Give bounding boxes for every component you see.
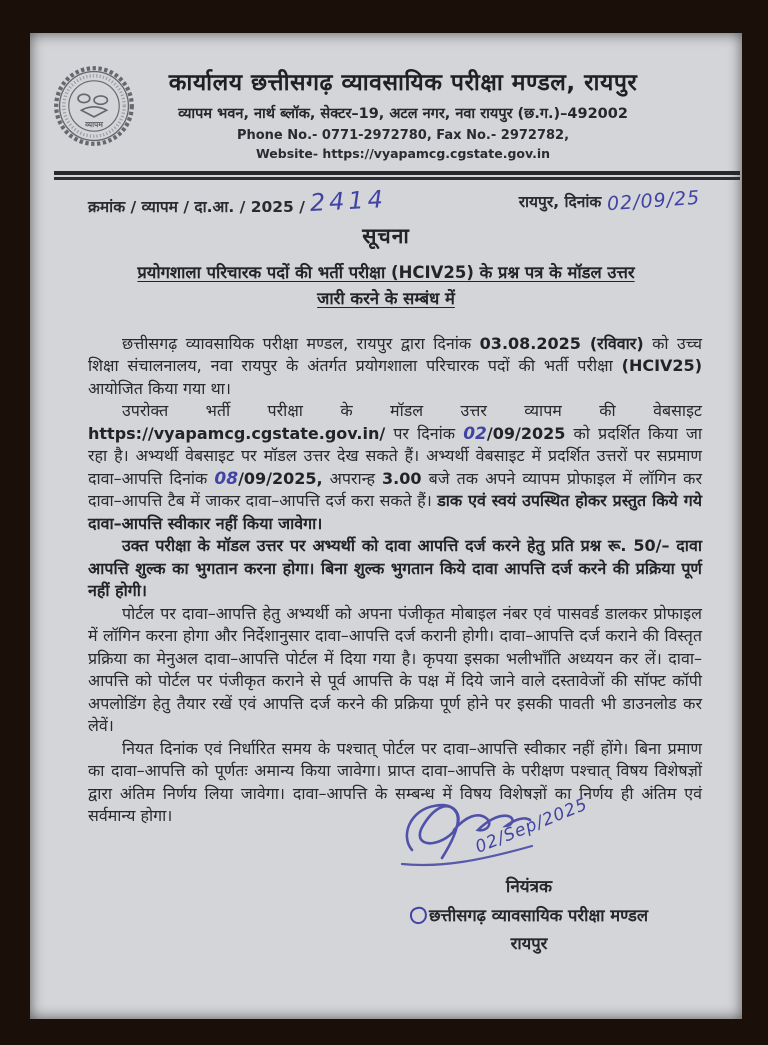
letterhead-text xyxy=(136,59,716,161)
subject-line xyxy=(30,260,742,313)
para2-display-date: /09/2025 xyxy=(486,423,566,443)
para2-text3: को प्रदर्शित किया जा रहा है। अभ्यर्थी वेबसाइट पर मॉडल उत्तर देख सकते हैं। अभ्यर्थी वेबसाइट में प्रदर्शित उत्तरों पर सप्रमाण दावा–आपत्ति दिनांक xyxy=(88,423,702,488)
reference-number-handwritten: 2414 xyxy=(309,185,388,218)
para1-text3: आयोजित किया गया था। xyxy=(88,378,231,398)
para1-text2: को उच्च शिक्षा संचालनालय, नवा रायपुर के अंतर्गत प्रयोगशाला परिचारक पदों की भर्ती परीक्षा xyxy=(88,333,702,376)
paragraph-5: नियत दिनांक एवं निर्धारित समय के पश्चात् पोर्टल पर दावा–आपत्ति स्वीकार नहीं होंगे। बिना प्रमाण का दावा–आपत्ति को पूर्णतः अमान्य किया जावेगा। प्राप्त दावा–आपत्ति के परीक्षण पश्चात् विषय विशेषज्ञों द्वारा अंतिम निर्णय लिया जावेगा। दावा–आपत्ति के सम्बन्ध में विषय विशेषज्ञों का निर्णय ही अंतिम एवं सर्वमान्य होगा। xyxy=(88,738,702,826)
notice-title: सूचना xyxy=(362,224,410,248)
reference-row xyxy=(30,180,742,218)
paragraph-3 xyxy=(88,535,702,603)
paragraph-4: पोर्टल पर दावा–आपत्ति हेतु अभ्यर्थी को अपना पंजीकृत मोबाइल नंबर एवं पासवर्ड डालकर प्रोफाइल में लॉगिन करना होगा और निर्देशानुसार दावा–आपत्ति दर्ज करानी होगी। दावा–आपत्ति दर्ज कराने की विस्तृत प्रक्रिया का मेनुअल दावा–आपत्ति पोर्टल में दिया गया है। कृपया इसका भलीभाँति अध्ययन कर लें। दावा–आपत्ति को पोर्टल पर पंजीकृत कराने से पूर्व आपत्ति के पक्ष में दिये जाने वाले दस्तावेजों की सॉफ्ट कॉपी अपलोडिंग हेतु तैयार रखें एवं आपत्ति दर्ज करने की प्रक्रिया पूर्ण होने पर इसकी पावती भी डाउनलोड कर लेवें। xyxy=(88,603,702,736)
vyapam-seal-logo xyxy=(52,61,136,151)
pen-circle-mark-icon xyxy=(408,905,428,925)
signatory-place: रायपुर xyxy=(510,933,548,953)
date-handwritten: 02/09/25 xyxy=(605,186,701,216)
para2-text2: पर दिनांक xyxy=(385,423,464,443)
para2-website-url: https://vyapamcg.cgstate.gov.in/ xyxy=(88,423,386,443)
para1-exam-date: 03.08.2025 (रविवार) xyxy=(479,333,644,353)
reference-number xyxy=(88,185,388,218)
org-phone-fax: Phone No.- 0771-2972780, Fax No.- 2972782, xyxy=(236,128,570,143)
subject-line-2: जारी करने के सम्बंध में xyxy=(317,289,455,309)
org-address: व्यापम भवन, नार्थ ब्लॉक, सेक्टर–19, अटल नगर, नवा रायपुर (छ.ग.)–492002 xyxy=(178,106,628,122)
reference-number-printed: क्रमांक / व्यापम / दा.आ. / 2025 / xyxy=(88,198,305,216)
signatory-organization-text: छत्तीसगढ़ व्यावसायिक परीक्षा मण्डल xyxy=(428,905,649,925)
paragraph-1 xyxy=(88,333,702,401)
para2-handwritten-day-1: 02 xyxy=(463,423,487,444)
para1-text: छत्तीसगढ़ व्यावसायिक परीक्षा मण्डल, रायपुर द्वारा दिनांक xyxy=(122,333,480,353)
subject-line-1: प्रयोगशाला परिचारक पदों की भर्ती परीक्षा (HCIV25) के प्रश्न पत्र के मॉडल उत्तर xyxy=(137,263,635,282)
paragraph-2 xyxy=(88,400,702,535)
signature-date-handwritten: 02/Sep/2025 xyxy=(472,794,591,858)
para2-objection-date: /09/2025, xyxy=(238,468,323,488)
notice-body xyxy=(88,333,702,828)
signatory-organization xyxy=(364,903,694,926)
para2-handwritten-day-2: 08 xyxy=(214,468,239,489)
place-date-printed: रायपुर, दिनांक xyxy=(518,193,602,211)
signature-block xyxy=(364,794,694,954)
para2-text: उपरोक्त भर्ती परीक्षा के मॉडल उत्तर व्यापम की वेबसाइट xyxy=(122,401,702,421)
para3-fee-notice: उक्त परीक्षा के मॉडल उत्तर पर अभ्यर्थी को दावा आपत्ति दर्ज करने हेतु प्रति प्रश्न रू. 50/– दावा आपत्ति शुल्क का भुगतान करना होगा। बिना शुल्क भुगतान किये दावा आपत्ति दर्ज करने की प्रक्रिया पूर्ण नहीं होगी। xyxy=(88,536,702,601)
scanned-notice-page xyxy=(30,33,742,1019)
para1-exam-code: (HCIV25) xyxy=(621,356,702,376)
para2-text5: बजे तक अपने व्यापम प्रोफाइल में लॉगिन कर दावा–आपत्ति टैब में जाकर दावा–आपत्ति दर्ज करा सकते हैं। xyxy=(88,468,702,511)
para2-bold-warning: डाक एवं स्वयं उपस्थित होकर प्रस्तुत किये गये दावा–आपत्ति स्वीकार नहीं किया जावेगा। xyxy=(88,491,702,533)
header-divider-rule xyxy=(54,171,740,180)
signatory-designation: नियंत्रक xyxy=(505,876,553,897)
org-name: कार्यालय छत्तीसगढ़ व्यावसायिक परीक्षा मण्डल, रायपुर xyxy=(168,70,638,96)
seal-text: व्यापम xyxy=(85,120,103,129)
place-and-date xyxy=(518,186,701,216)
para2-text4: अपरान्ह xyxy=(322,468,383,488)
org-website: Website- https://vyapamcg.cgstate.gov.in xyxy=(255,146,551,161)
letterhead xyxy=(30,33,742,161)
para2-objection-time: 3.00 xyxy=(382,468,422,488)
